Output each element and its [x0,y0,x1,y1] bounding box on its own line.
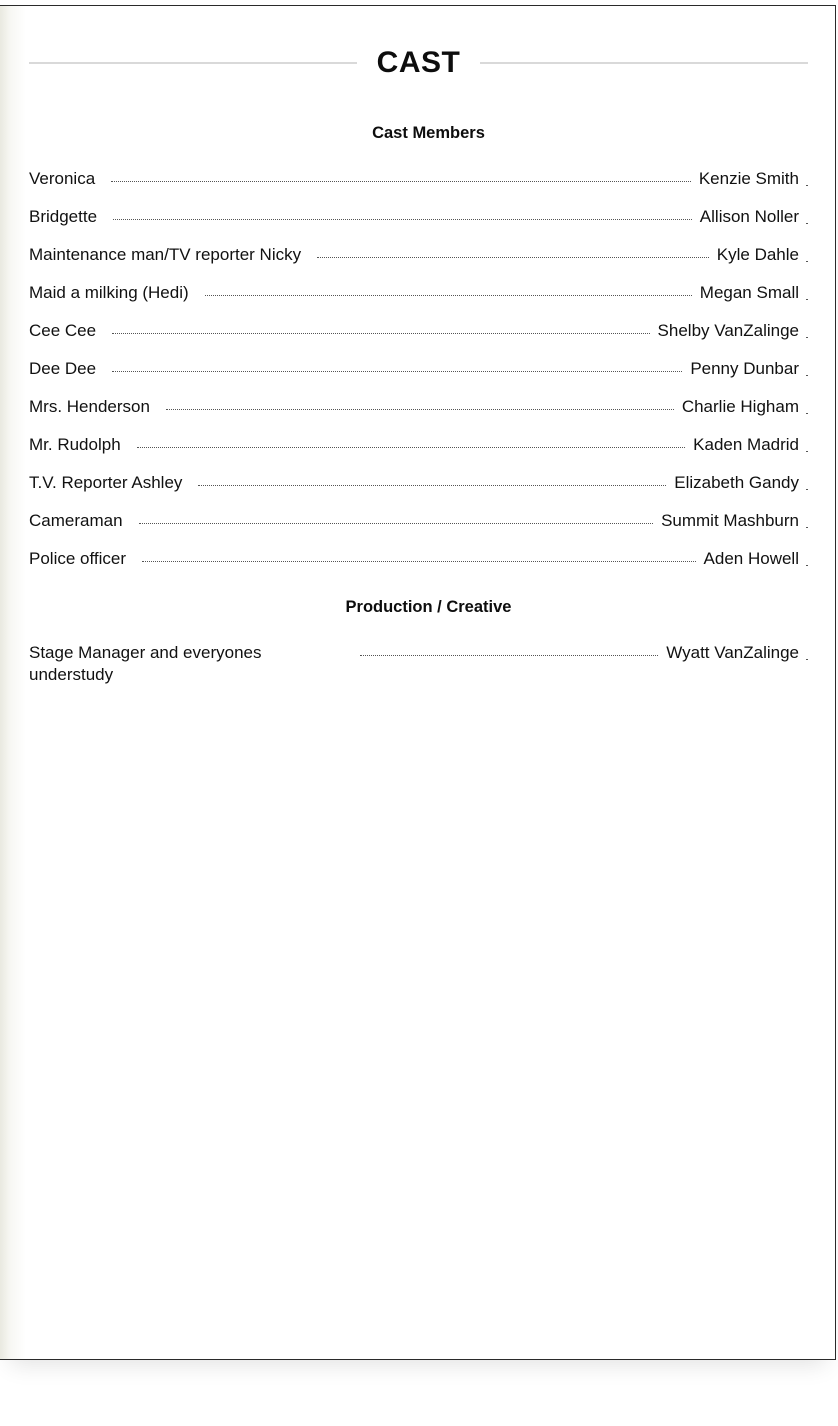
role-name: Maintenance man/TV reporter Nicky [29,245,302,264]
actor-name: Aden Howell [704,544,808,570]
cast-row [29,468,808,506]
cast-members-list [29,164,808,582]
cast-row [29,240,808,278]
section-heading-production-creative: Production / Creative [345,598,512,616]
actor-name: Kaden Madrid [693,430,808,456]
role-name: Cee Cee [29,321,97,340]
role-name: T.V. Reporter Ashley [29,473,183,492]
cast-row [29,354,808,392]
program-page [0,5,836,1360]
role-name: Dee Dee [29,359,97,378]
role-name: Bridgette [29,207,98,226]
dot-leader [113,202,692,220]
dot-leader [112,316,649,334]
dot-leader [139,506,654,524]
dot-leader [112,354,682,372]
role-name: Cameraman [29,511,123,530]
title-rule-right [480,62,808,64]
cast-row [29,544,808,582]
dot-leader [166,392,674,410]
role-name: Maid a milking (Hedi) [29,283,189,302]
actor-name: Megan Small [700,278,808,304]
dot-leader [198,468,666,486]
actor-name: Elizabeth Gandy [674,468,808,494]
role-name: Stage Manager and everyones understudy [29,643,262,684]
crew-row [29,638,808,690]
role-name: Veronica [29,169,96,188]
actor-name: Summit Mashburn [661,506,808,532]
actor-name: Allison Noller [700,202,808,228]
role-name: Police officer [29,549,127,568]
title-rule-left [29,62,357,64]
cast-row [29,430,808,468]
page-title: CAST [376,46,461,79]
actor-name: Wyatt VanZalinge [666,638,808,664]
actor-name: Charlie Higham [682,392,808,418]
dot-leader [111,164,691,182]
dot-leader [360,638,658,656]
cast-row [29,392,808,430]
cast-row [29,506,808,544]
dot-leader [205,278,692,296]
actor-name: Penny Dunbar [690,354,808,380]
role-name: Mrs. Henderson [29,397,150,416]
production-creative-list [29,638,808,690]
dot-leader [137,430,685,448]
role-name: Mr. Rudolph [29,435,121,454]
title-row [29,40,808,86]
section-heading-cast-members: Cast Members [372,124,485,142]
cast-row [29,202,808,240]
cast-row [29,164,808,202]
dot-leader [142,544,696,562]
actor-name: Kenzie Smith [699,164,808,190]
cast-row [29,278,808,316]
actor-name: Kyle Dahle [717,240,808,266]
actor-name: Shelby VanZalinge [658,316,808,342]
cast-row [29,316,808,354]
dot-leader [317,240,709,258]
